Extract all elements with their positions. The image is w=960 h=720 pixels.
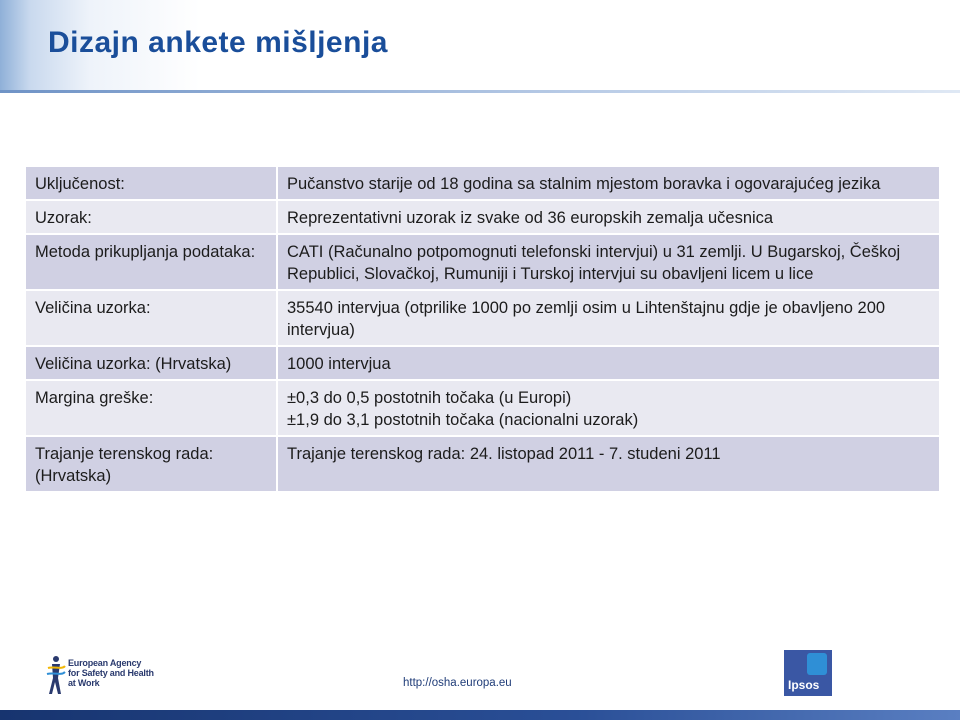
table-row — [26, 346, 939, 380]
row-value-line: ±0,3 do 0,5 postotnih točaka (u Europi) — [287, 389, 572, 407]
row-value — [277, 290, 939, 346]
table-row — [26, 380, 939, 436]
survey-design-table — [26, 167, 939, 493]
row-label: Veličina uzorka: (Hrvatska) — [26, 346, 277, 380]
row-value-line: Pučanstvo starije od 18 godina sa stalnim mjestom boravka i ogovarajućeg jezika — [287, 175, 881, 193]
row-label: Veličina uzorka: — [26, 290, 277, 346]
footer-bar — [0, 710, 960, 720]
row-label: Trajanje terenskog rada: (Hrvatska) — [26, 436, 277, 492]
row-value-line: ±1,9 do 3,1 postotnih točaka (nacionalni uzorak) — [287, 411, 639, 429]
row-value — [277, 436, 939, 492]
row-value — [277, 167, 939, 200]
osha-logo — [46, 654, 156, 700]
table-row — [26, 234, 939, 290]
osha-url-link[interactable]: http://osha.europa.eu — [403, 677, 512, 689]
osha-figure-icon — [46, 654, 66, 700]
ipsos-badge-icon — [807, 653, 827, 675]
ipsos-logo-text: Ipsos — [788, 678, 820, 692]
table-row — [26, 200, 939, 234]
header-divider — [0, 90, 960, 93]
row-label: Metoda prikupljanja podataka: — [26, 234, 277, 290]
row-label: Uključenost: — [26, 167, 277, 200]
row-value — [277, 346, 939, 380]
logo-line: for Safety and Health — [68, 668, 154, 678]
row-value-line: 35540 intervjua (otprilike 1000 po zemlji osim u Lihtenštajnu gdje je obavljeno 200 intervjua) — [287, 299, 886, 339]
table-row — [26, 167, 939, 200]
row-label: Margina greške: — [26, 380, 277, 436]
ipsos-logo — [784, 650, 832, 696]
row-value-line: Reprezentativni uzorak iz svake od 36 europskih zemalja učesnica — [287, 209, 774, 227]
table-row — [26, 436, 939, 492]
table-row — [26, 290, 939, 346]
row-value — [277, 380, 939, 436]
logo-line: at Work — [68, 678, 100, 688]
row-value-line: 1000 intervjua — [287, 355, 391, 373]
row-value-line: Trajanje terenskog rada: 24. listopad 2011 - 7. studeni 2011 — [287, 445, 721, 463]
row-value — [277, 234, 939, 290]
logo-line: European Agency — [68, 658, 142, 668]
row-value-line: CATI (Računalno potpomognuti telefonski intervjui) u 31 zemlji. U Bugarskoj, Češkoj Republici, Slovačkoj, Rumuniji i Turskoj intervjui su obavljeni licem u lice — [287, 243, 901, 283]
osha-logo-text — [68, 658, 158, 688]
row-value — [277, 200, 939, 234]
row-label: Uzorak: — [26, 200, 277, 234]
page-title: Dizajn ankete mišljenja — [48, 26, 388, 59]
